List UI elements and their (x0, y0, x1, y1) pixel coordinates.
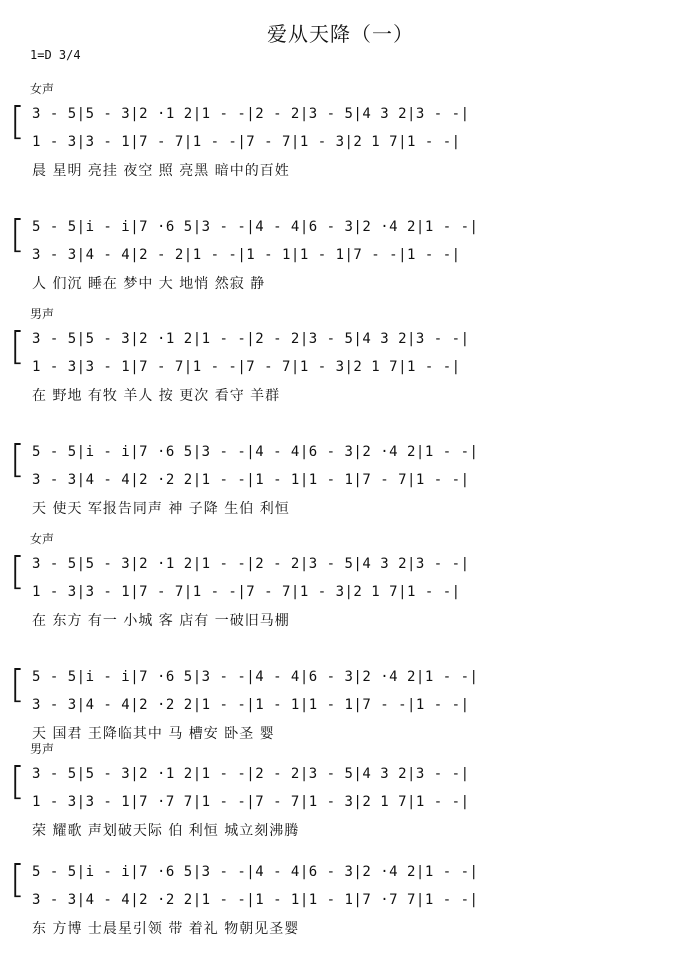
system-bracket: [ (10, 759, 25, 803)
upper-voice-line: 5 - 5|i - i|7 ·6 5|3 - -|4 - 4|6 - 3|2 ·4 2|1 - -| (32, 669, 479, 685)
system-bracket: [ (10, 857, 25, 901)
lower-voice-line: 1 - 3|3 - 1|7 - 7|1 - -|7 - 7|1 - 3|2 1 7|1 - -| (32, 134, 461, 150)
lyrics-line: 天 国君 王降临其中 马 槽安 卧圣 婴 (32, 726, 275, 742)
lower-voice-line: 1 - 3|3 - 1|7 - 7|1 - -|7 - 7|1 - 3|2 1 7|1 - -| (32, 359, 461, 375)
lyrics-line: 东 方博 士晨星引领 带 着礼 物朝见圣婴 (32, 921, 300, 937)
lower-voice-line: 3 - 3|4 - 4|2 - 2|1 - -|1 - 1|1 - 1|7 - -|1 - -| (32, 247, 461, 263)
upper-voice-line: 5 - 5|i - i|7 ·6 5|3 - -|4 - 4|6 - 3|2 ·4 2|1 - -| (32, 864, 479, 880)
upper-voice-line: 3 - 5|5 - 3|2 ·1 2|1 - -|2 - 2|3 - 5|4 3 2|3 - -| (32, 766, 470, 782)
lower-voice-line: 3 - 3|4 - 4|2 ·2 2|1 - -|1 - 1|1 - 1|7 - 7|1 - -| (32, 472, 470, 488)
voice-label: 女声 (30, 82, 55, 96)
music-system (0, 742, 681, 860)
upper-voice-line: 3 - 5|5 - 3|2 ·1 2|1 - -|2 - 2|3 - 5|4 3 2|3 - -| (32, 106, 470, 122)
lower-voice-line: 1 - 3|3 - 1|7 ·7 7|1 - -|7 - 7|1 - 3|2 1 7|1 - -| (32, 794, 470, 810)
voice-label: 男声 (30, 307, 55, 321)
music-system (0, 663, 681, 763)
voice-label: 女声 (30, 532, 55, 546)
system-bracket: [ (10, 324, 25, 368)
lyrics-line: 晨 星明 亮挂 夜空 照 亮黑 暗中的百姓 (32, 163, 290, 179)
lyrics-line: 荣 耀歌 声划破天际 伯 利恒 城立刻沸腾 (32, 823, 300, 839)
system-bracket: [ (10, 212, 25, 256)
lyrics-line: 在 野地 有牧 羊人 按 更次 看守 羊群 (32, 388, 281, 404)
system-bracket: [ (10, 99, 25, 143)
system-bracket: [ (10, 549, 25, 593)
page-title: 爱从天降（一） (267, 22, 414, 46)
upper-voice-line: 5 - 5|i - i|7 ·6 5|3 - -|4 - 4|6 - 3|2 ·4 2|1 - -| (32, 219, 479, 235)
music-system (0, 82, 681, 200)
upper-voice-line: 5 - 5|i - i|7 ·6 5|3 - -|4 - 4|6 - 3|2 ·4 2|1 - -| (32, 444, 479, 460)
lower-voice-line: 3 - 3|4 - 4|2 ·2 2|1 - -|1 - 1|1 - 1|7 - -|1 - -| (32, 697, 470, 713)
lower-voice-line: 3 - 3|4 - 4|2 ·2 2|1 - -|1 - 1|1 - 1|7 ·7 7|1 - -| (32, 892, 479, 908)
system-bracket: [ (10, 437, 25, 481)
lyrics-line: 在 东方 有一 小城 客 店有 一破旧马棚 (32, 613, 290, 629)
music-system (0, 213, 681, 313)
voice-label: 男声 (30, 742, 55, 756)
upper-voice-line: 3 - 5|5 - 3|2 ·1 2|1 - -|2 - 2|3 - 5|4 3 2|3 - -| (32, 331, 470, 347)
music-system (0, 307, 681, 425)
key-signature: 1=D 3/4 (30, 48, 81, 62)
upper-voice-line: 3 - 5|5 - 3|2 ·1 2|1 - -|2 - 2|3 - 5|4 3 2|3 - -| (32, 556, 470, 572)
lyrics-line: 天 使天 军报告同声 神 子降 生伯 利恒 (32, 501, 290, 517)
music-system (0, 858, 681, 958)
lyrics-line: 人 们沉 睡在 梦中 大 地悄 然寂 静 (32, 276, 266, 292)
music-system (0, 532, 681, 650)
music-system (0, 438, 681, 538)
system-bracket: [ (10, 662, 25, 706)
lower-voice-line: 1 - 3|3 - 1|7 - 7|1 - -|7 - 7|1 - 3|2 1 7|1 - -| (32, 584, 461, 600)
